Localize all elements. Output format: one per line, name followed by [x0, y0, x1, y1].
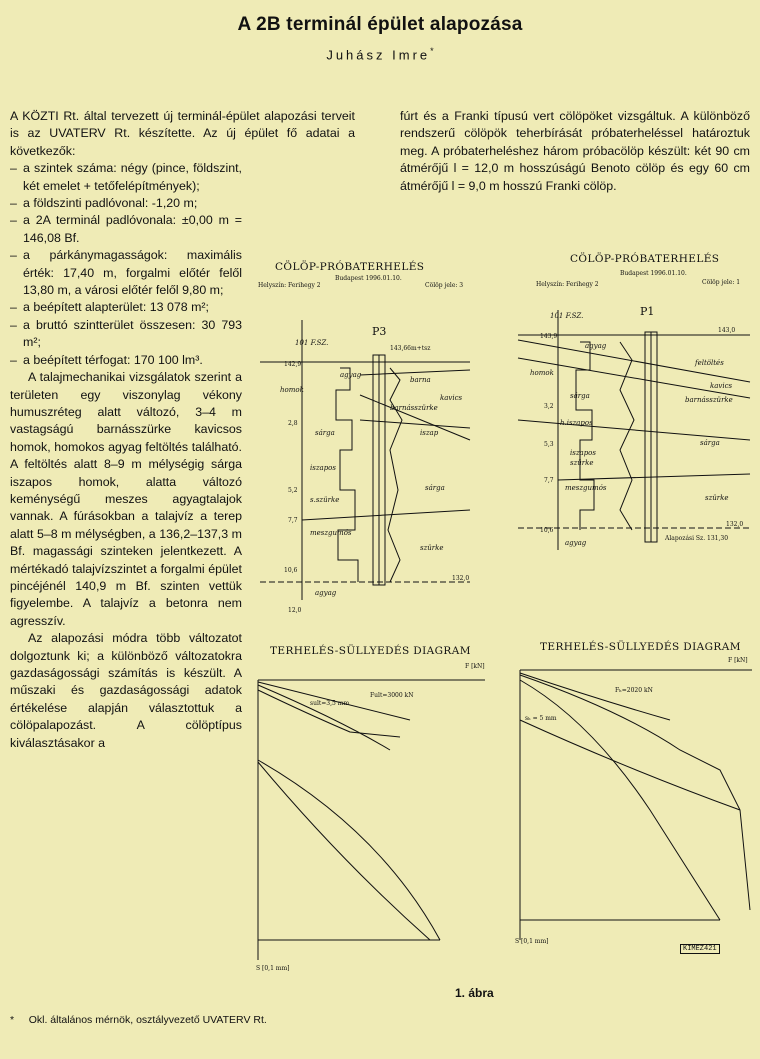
foundation-paragraph: Az alapozási módra több változatot dolgoztunk ki; a különböző változatokra gazdaságossági számítás is készült. A műszaki és gazdaságossági adatok értékelése alapján választottuk a cölöpalapozást. A cölöptípus kiválasztásakor a	[10, 631, 242, 750]
diagram-left-settle-unit: S [0,1 mm]	[256, 965, 290, 972]
profile-right-bottom-label: Alapozási Sz. 131,30	[665, 535, 729, 542]
list-item: – a beépített térfogat: 170 100 lm³.	[10, 352, 242, 369]
profile-right-top-label: 101 F.SZ.	[550, 312, 584, 320]
layer-label: szürke	[570, 459, 594, 467]
layer-label: szürke	[420, 544, 444, 552]
profile-right-pile-no: Cölöp jele: 1	[702, 279, 741, 286]
soil-paragraph: A talajmechanikai vizsgálatok szerint a területen egy viszonylag vékony humuszréteg alatt változó, 3–4 m vastagságú barnásszürke kavicsos homok, homokos agyag feltöltés található. A feltöltés alatt 8–9 m mélységig sárga iszapos homok, alatta változó keménységű meszes agyagtalajok vannak. A fúrásokban a talajvíz a terep alatt 5–8 m mélységben, a 136,2–137,3 m Bf. magassági szinteken jelentkezett. A mértékadó talajvízszintet a forgalmi épület pincéjénél 140,9 m Bf. szinten vettük figyelembe. A talajvíz a betonra nem agresszív.	[10, 370, 242, 628]
figure-code: KIMEZ421	[680, 944, 720, 954]
profile-left-pile-no: Cölöp jele: 3	[425, 282, 464, 289]
layer-label: sárga	[425, 484, 445, 492]
list-item: – a földszinti padlóvonal: -1,20 m;	[10, 195, 242, 212]
profile-left-right-level: 132,0	[452, 575, 470, 582]
figure	[240, 250, 755, 972]
diagram-right-load-unit: F [kN]	[728, 657, 748, 664]
depth-label: 142,9	[284, 361, 302, 368]
list-item: – a 2A terminál padlóvonala: ±0,00 m = 146,08 Bf.	[10, 212, 242, 247]
diagram-right-load-note: Fₕ=2020 kN	[615, 687, 653, 694]
layer-label: homok	[280, 386, 304, 394]
layer-label: s.szürke	[310, 496, 340, 504]
profile-right-right-level: 132,0	[726, 521, 744, 528]
depth-label: 7,7	[544, 477, 554, 484]
depth-label: 7,7	[288, 517, 298, 524]
diagram-left	[256, 643, 485, 972]
depth-label: 12,0	[288, 607, 302, 614]
layer-label: barnásszürke	[390, 404, 438, 412]
list-item: – a bruttó szintterület összesen: 30 793 m²;	[10, 317, 242, 352]
footnote	[10, 1014, 267, 1026]
diagram-right-title: TERHELÉS-SÜLLYEDÉS DIAGRAM	[540, 641, 741, 653]
profile-left-pile-label: P3	[372, 325, 387, 338]
layer-label: feltöltés	[695, 359, 724, 367]
layer-label: sárga	[700, 439, 720, 447]
profile-left-date: Budapest 1996.01.10.	[335, 275, 402, 282]
diagram-left-load-note: Fult=3000 kN	[370, 692, 414, 699]
figure-caption: 1. ábra	[455, 986, 494, 1000]
diagram-left-title: TERHELÉS-SÜLLYEDÉS DIAGRAM	[270, 645, 471, 657]
depth-label: 2,8	[288, 420, 298, 427]
profile-left-depths	[284, 361, 302, 614]
layer-label: barnásszürke	[685, 396, 733, 404]
profile-left-level: 143,66m+tsz	[390, 345, 431, 352]
diagram-right-settle-note: sₕ = 5 mm	[525, 715, 557, 722]
layer-label: iszap	[420, 429, 439, 437]
layer-label: agyag	[315, 589, 337, 597]
profile-right-layers	[530, 342, 733, 547]
diagram-left-load-unit: F [kN]	[465, 663, 485, 670]
list-item: – a párkánymagasságok: maximális érték: 17,40 m, forgalmi előtér felől 13,80 m, a városi előtér felől 9,80 m;	[10, 247, 242, 299]
layer-label: iszapos	[310, 464, 336, 472]
footnote-mark: *	[10, 1014, 15, 1026]
depth-label: 143,9	[540, 333, 558, 340]
depth-label: 5,3	[544, 441, 554, 448]
profile-right-place: Helyszín: Ferihegy 2	[536, 281, 599, 288]
author-name: Juhász Imre	[326, 47, 431, 63]
profile-right-date: Budapest 1996.01.10.	[620, 270, 687, 277]
profile-right	[518, 251, 750, 550]
profile-left-layers	[280, 371, 463, 597]
footnote-text: Okl. általános mérnök, osztályvezető UVATERV Rt.	[28, 1014, 267, 1026]
author	[0, 46, 760, 62]
depth-label: 3,2	[544, 403, 554, 410]
profile-left-title: CÖLÖP-PRÓBATERHELÉS	[275, 261, 425, 273]
profile-right-level-top: 143,0	[718, 327, 736, 334]
profile-left	[258, 259, 470, 614]
layer-label: agyag	[340, 371, 362, 379]
author-mark: *	[430, 46, 434, 56]
building-data-list	[10, 160, 242, 369]
profile-left-place: Helyszín: Ferihegy 2	[258, 282, 321, 289]
diagram-right-settle-unit: S [0,1 mm]	[515, 938, 549, 945]
page-title: A 2B terminál épület alapozása	[237, 14, 523, 35]
intro-paragraph: A KÖZTI Rt. által tervezett új terminál-épület alapozási terveit is az UVATERV Rt. készítette. Az új épület fő adatai a következők:	[10, 109, 355, 158]
profile-left-top-label: 101 F.SZ.	[295, 339, 329, 347]
diagram-left-settle-note: sult=3,5 mm	[310, 700, 350, 707]
layer-label: kavics	[710, 382, 733, 390]
layer-label: sárga	[570, 392, 590, 400]
layer-label: kavics	[440, 394, 463, 402]
diagram-right	[515, 639, 752, 945]
layer-label: h.iszapos	[560, 419, 593, 427]
profile-right-title: CÖLÖP-PRÓBATERHELÉS	[570, 253, 720, 265]
layer-label: sárga	[315, 429, 335, 437]
list-item: – a beépített alapterület: 13 078 m²;	[10, 299, 242, 316]
list-item: – a szintek száma: négy (pince, földszint, két emelet + tetőfelépítmények);	[10, 160, 242, 195]
depth-label: 10,6	[284, 567, 298, 574]
layer-label: barna	[410, 376, 431, 384]
layer-label: agyag	[585, 342, 607, 350]
right-column-text: fúrt és a Franki típusú vert cölöpöket vizsgáltuk. A különböző rendszerű cölöpök teherbírását próbaterheléssel határoztuk meg. A próbaterheléshez három próbacölöp készült: két 90 cm átmérőjű l = 12,0 m hosszúságú Benoto cölöp és egy 60 cm átmérőjű l = 9,0 m hosszú Franki cölöp.	[400, 109, 750, 193]
layer-label: meszgumós	[565, 484, 607, 492]
depth-label: 10,6	[540, 527, 554, 534]
layer-label: homok	[530, 369, 554, 377]
layer-label: szürke	[705, 494, 729, 502]
layer-label: meszgumós	[310, 529, 352, 537]
layer-label: agyag	[565, 539, 587, 547]
depth-label: 5,2	[288, 487, 298, 494]
profile-right-pile-label: P1	[640, 305, 655, 318]
layer-label: iszapos	[570, 449, 596, 457]
